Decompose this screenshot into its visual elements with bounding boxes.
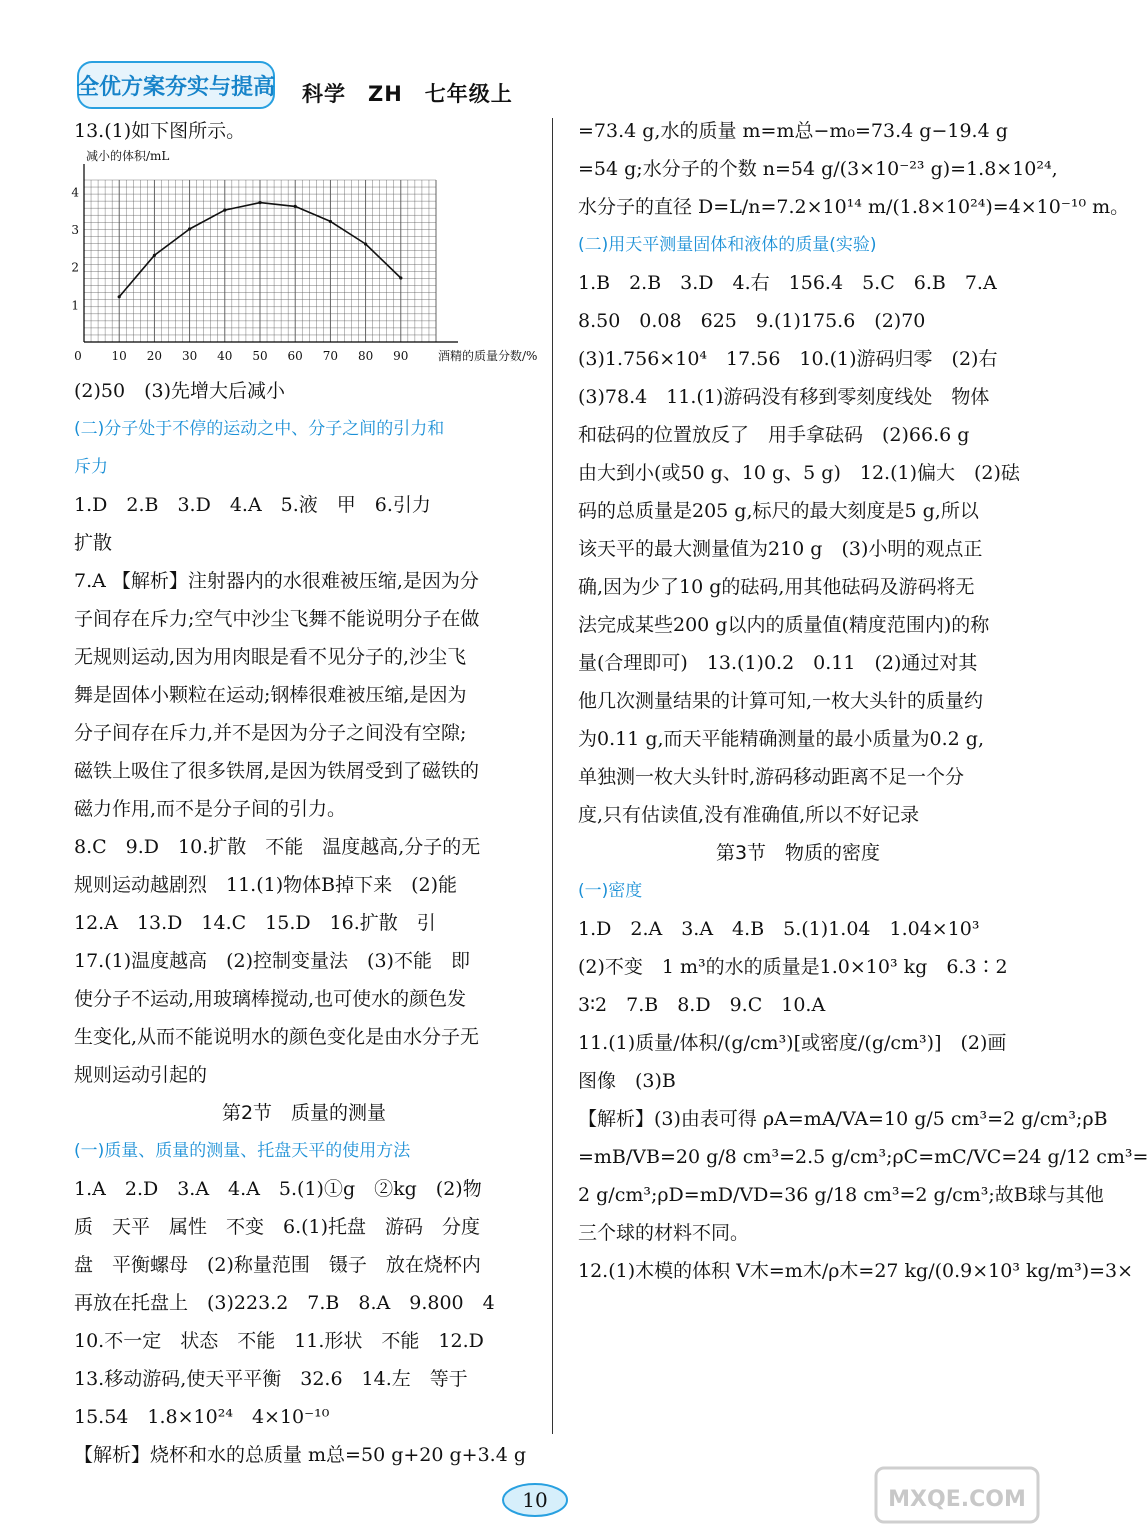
text-line: (2)不变 1 m³的水的质量是1.0×10³ kg 6.3∶2	[578, 956, 1008, 978]
text-line: 【解析】烧杯和水的总质量 m总=50 g+20 g+3.4 g	[74, 1444, 526, 1466]
text-line: 1.D 2.A 3.A 4.B 5.(1)1.04 1.04×10³	[578, 918, 980, 940]
brand-logo	[76, 58, 276, 112]
column-divider	[552, 118, 553, 1434]
data-point	[223, 209, 226, 212]
text-line: (3)78.4 11.(1)游码没有移到零刻度线处 物体	[578, 386, 990, 408]
data-point	[118, 295, 121, 298]
text-line: 生变化,从而不能说明水的颜色变化是由水分子无	[74, 1026, 480, 1048]
text-line: 12.(1)木模的体积 V木=m木/ρ木=27 kg/(0.9×10³ kg/m³)=3×	[578, 1260, 1134, 1282]
subsection-heading: (一)密度	[578, 881, 643, 901]
text-line: 10.不一定 状态 不能 11.形状 不能 12.D	[74, 1330, 484, 1352]
text-line: =73.4 g,水的质量 m=m总−m₀=73.4 g−19.4 g	[578, 120, 1008, 142]
text-line: 盘 平衡螺母 (2)称量范围 镊子 放在烧杯内	[74, 1254, 481, 1276]
x-tick-label: 10	[111, 349, 127, 363]
y-tick-label: 4	[71, 185, 79, 200]
y-axis-label: 减小的体积/mL	[86, 149, 170, 163]
text-line: 度,只有估读值,没有准确值,所以不好记录	[578, 804, 920, 826]
text-line: =54 g;水分子的个数 n=54 g/(3×10⁻²³ g)=1.8×10²⁴,	[578, 158, 1058, 180]
watermark-logo	[872, 1462, 1042, 1528]
text-line: 1.D 2.B 3.D 4.A 5.液 甲 6.引力	[74, 494, 431, 516]
text-line: 无规则运动,因为用肉眼是看不见分子的,沙尘飞	[74, 646, 467, 668]
text-line: 确,因为少了10 g的砝码,用其他砝码及游码将无	[578, 576, 975, 598]
data-point	[153, 254, 156, 257]
data-point	[399, 276, 402, 279]
text-line: 图像 (3)B	[578, 1070, 676, 1092]
x-tick-label: 0	[74, 349, 82, 363]
text-line: 法完成某些200 g以内的质量值(精度范围内)的称	[578, 614, 990, 636]
y-tick-label: 2	[71, 260, 79, 275]
x-tick-label: 70	[322, 349, 339, 363]
text-line: 使分子不运动,用玻璃棒搅动,也可使水的颜色发	[74, 988, 467, 1010]
text-line: 11.(1)质量/体积/(g/cm³)[或密度/(g/cm³)] (2)画	[578, 1032, 1007, 1054]
logo-text: 全优方案夯实与提高	[76, 75, 276, 100]
text-line: 规则运动引起的	[74, 1064, 208, 1086]
text-line: 该天平的最大测量值为210 g (3)小明的观点正	[578, 538, 983, 560]
text-line: 扩散	[74, 532, 113, 554]
subsection-heading: 斥力	[74, 457, 108, 477]
text-line: 3∶2 7.B 8.D 9.C 10.A	[578, 994, 826, 1016]
text-line: 1.A 2.D 3.A 4.A 5.(1)①g ②kg (2)物	[74, 1178, 482, 1200]
text-line: 再放在托盘上 (3)223.2 7.B 8.A 9.800 4	[74, 1292, 495, 1314]
text-line: 17.(1)温度越高 (2)控制变量法 (3)不能 即	[74, 950, 470, 972]
section-heading: 第2节 质量的测量	[221, 1102, 387, 1124]
x-tick-label: 20	[146, 349, 163, 363]
right-column	[578, 112, 1148, 1290]
subsection-heading: (一)质量、质量的测量、托盘天平的使用方法	[74, 1141, 411, 1161]
x-tick-label: 80	[357, 349, 374, 363]
section-heading: 第3节 物质的密度	[715, 842, 881, 864]
text-line: 2 g/cm³;ρD=mD/VD=36 g/18 cm³=2 g/cm³;故B球与其他	[578, 1184, 1104, 1206]
text-line: 12.A 13.D 14.C 15.D 16.扩散 引	[74, 912, 436, 934]
watermark-text: MXQE.COM	[888, 1487, 1026, 1512]
text-line: 由大到小(或50 g、10 g、5 g) 12.(1)偏大 (2)砝	[578, 462, 1020, 484]
chart-container	[71, 149, 538, 372]
x-axis-label: 酒精的质量分数/%	[438, 349, 538, 363]
text-line: 磁力作用,而不是分子间的引力。	[74, 798, 347, 820]
data-point	[294, 205, 297, 208]
x-tick-label: 60	[287, 349, 303, 363]
subsection-heading: (二)用天平测量固体和液体的质量(实验)	[578, 235, 877, 255]
data-point	[364, 242, 367, 245]
page-header-title: 科学 ZH 七年级上	[302, 82, 513, 106]
text-line: 为0.11 g,而天平能精确测量的最小质量为0.2 g,	[578, 728, 985, 750]
text-line: 他几次测量结果的计算可知,一枚大头针的质量约	[578, 690, 984, 712]
left-column	[71, 112, 538, 1474]
x-tick-label: 50	[252, 349, 268, 363]
text-line: 8.C 9.D 10.扩散 不能 温度越高,分子的无	[74, 836, 481, 858]
text-line: 码的总质量是205 g,标尺的最大刻度是5 g,所以	[578, 500, 979, 522]
subsection-heading: (二)分子处于不停的运动之中、分子之间的引力和	[74, 419, 445, 439]
text-line: 单独测一枚大头针时,游码移动距离不足一个分	[578, 766, 965, 788]
text-line: 7.A 【解析】注射器内的水很难被压缩,是因为分	[74, 570, 479, 592]
text-line: 13.(1)如下图所示。	[74, 120, 246, 142]
volume-chart	[71, 149, 538, 372]
y-tick-label: 1	[71, 298, 79, 313]
data-point	[258, 201, 261, 204]
text-line: 和砝码的位置放反了 用手拿砝码 (2)66.6 g	[578, 424, 970, 446]
text-line: 8.50 0.08 625 9.(1)175.6 (2)70	[578, 310, 926, 332]
x-tick-label: 30	[181, 349, 198, 363]
text-line: (3)1.756×10⁴ 17.56 10.(1)游码归零 (2)右	[578, 348, 998, 370]
text-line: 1.B 2.B 3.D 4.右 156.4 5.C 6.B 7.A	[578, 272, 997, 294]
data-point	[188, 227, 191, 230]
text-line: 子间存在斥力;空气中沙尘飞舞不能说明分子在做	[74, 608, 480, 630]
data-point	[329, 220, 332, 223]
page-number-badge	[500, 1478, 570, 1518]
text-line: 【解析】(3)由表可得 ρA=mA/VA=10 g/5 cm³=2 g/cm³;ρB	[578, 1108, 1108, 1130]
page-number: 10	[522, 1488, 548, 1512]
text-line: (2)50 (3)先增大后减小	[74, 380, 286, 402]
text-line: 量(合理即可) 13.(1)0.2 0.11 (2)通过对其	[578, 652, 978, 674]
text-line: 水分子的直径 D=L/n=7.2×10¹⁴ m/(1.8×10²⁴)=4×10⁻¹⁰ m。	[578, 196, 1130, 218]
text-line: 13.移动游码,使天平平衡 32.6 14.左 等于	[74, 1368, 468, 1390]
text-line: 磁铁上吸住了很多铁屑,是因为铁屑受到了磁铁的	[74, 760, 480, 782]
text-line: 三个球的材料不同。	[578, 1222, 750, 1244]
y-tick-label: 3	[71, 222, 79, 237]
text-line: 15.54 1.8×10²⁴ 4×10⁻¹⁰	[74, 1406, 330, 1428]
text-line: 质 天平 属性 不变 6.(1)托盘 游码 分度	[74, 1216, 481, 1238]
text-line: 舞是固体小颗粒在运动;钢棒很难被压缩,是因为	[74, 684, 467, 706]
text-line: 规则运动越剧烈 11.(1)物体B掉下来 (2)能	[74, 874, 458, 896]
x-tick-label: 90	[393, 349, 409, 363]
text-line: =mB/VB=20 g/8 cm³=2.5 g/cm³;ρC=mC/VC=24 g/12 cm³=	[578, 1146, 1148, 1168]
x-tick-label: 40	[217, 349, 233, 363]
text-line: 分子间存在斥力,并不是因为分子之间没有空隙;	[74, 722, 467, 744]
